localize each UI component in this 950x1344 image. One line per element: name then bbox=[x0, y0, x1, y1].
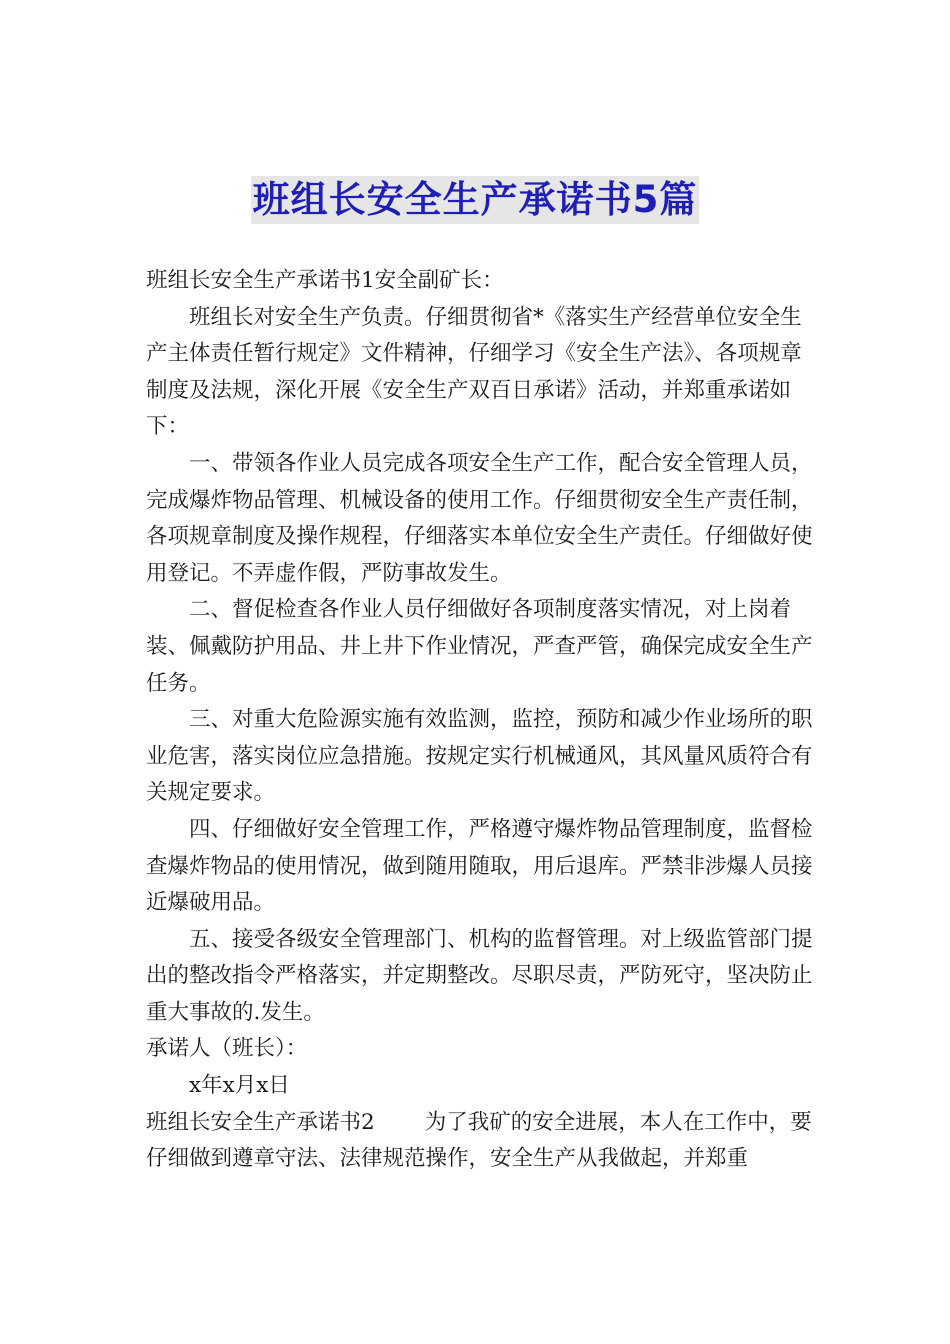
salutation-paragraph: 班组长安全生产承诺书1安全副矿长： bbox=[146, 268, 504, 293]
signature-line: 承诺人（班长）： bbox=[146, 1036, 308, 1062]
section2-text: 为了我矿的安全进展，本人在工作中，要仔细做到遵章守法、法律规范操作，安全生产从我做起，并郑重 bbox=[146, 1109, 812, 1172]
section2-paragraph bbox=[146, 1105, 816, 1178]
commitment-item-1: 一、带领各作业人员完成各项安全生产工作，配合安全管理人员，完成爆炸物品管理、机械设备的使用工作。仔细贯彻安全生产责任制，各项规章制度及操作规程，仔细落实本单位安全生产责任。仔细做好使用登记。不弄虚作假，严防事故发生。 bbox=[146, 450, 813, 586]
title-wrap bbox=[0, 176, 950, 224]
date-line: x年x月x日 bbox=[189, 1073, 290, 1099]
document-title: 班组长安全生产承诺书5篇 bbox=[251, 176, 700, 224]
section2-heading: 班组长安全生产承诺书2 bbox=[146, 1109, 375, 1135]
intro-paragraph: 班组长对安全生产负责。仔细贯彻省*《落实生产经营单位安全生产主体责任暂行规定》文件精神，仔细学习《安全生产法》、各项规章制度及法规，深化开展《安全生产双百日承诺》活动，并郑重承诺如下： bbox=[146, 304, 802, 440]
commitment-item-5: 五、接受各级安全管理部门、机构的监督管理。对上级监管部门提出的整改指令严格落实，并定期整改。尽职尽责，严防死守，坚决防止重大事故的.发生。 bbox=[146, 926, 813, 1025]
commitment-item-2: 二、督促检查各作业人员仔细做好各项制度落实情况，对上岗着装、佩戴防护用品、井上井下作业情况，严查严管，确保完成安全生产任务。 bbox=[146, 597, 813, 696]
commitment-item-3: 三、对重大危险源实施有效监测，监控，预防和减少作业场所的职业危害，落实岗位应急措施。按规定实行机械通风，其风量风质符合有关规定要求。 bbox=[146, 707, 813, 806]
commitment-item-4: 四、仔细做好安全管理工作，严格遵守爆炸物品管理制度，监督检查爆炸物品的使用情况，做到随用随取，用后退库。严禁非涉爆人员接近爆破用品。 bbox=[146, 816, 813, 916]
document-body bbox=[146, 263, 816, 1178]
